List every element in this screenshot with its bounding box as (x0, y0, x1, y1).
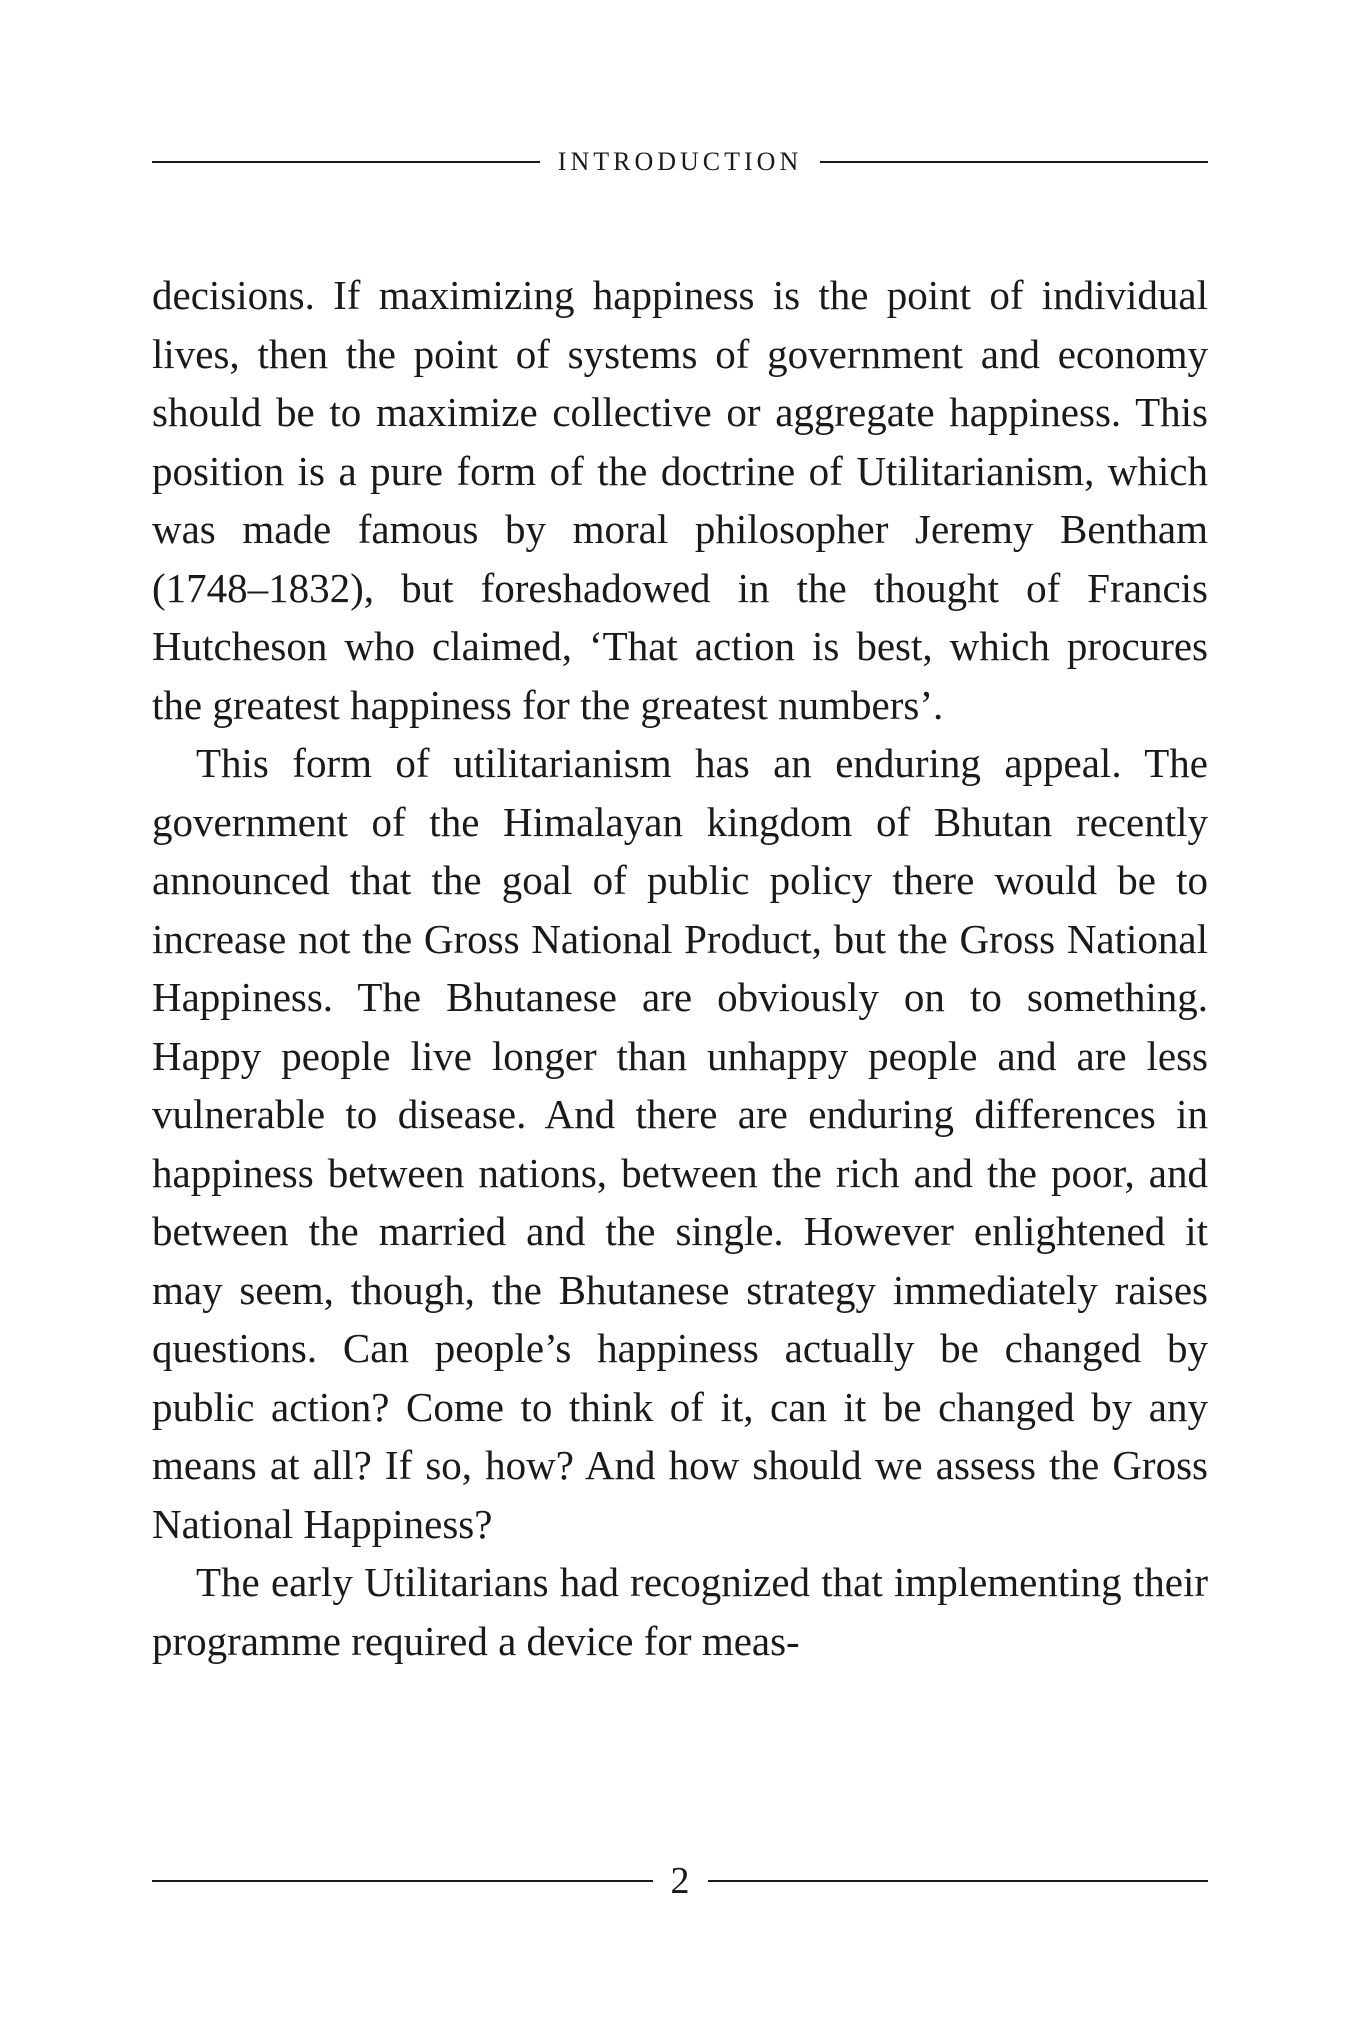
page-footer (152, 1856, 1208, 1906)
running-head-title: INTRODUCTION (557, 147, 803, 176)
header-rule-left (152, 161, 540, 163)
paragraph-1: decisions. If maximizing happiness is the point of individual lives, then the point of systems of government and economy should be to maximize collective or aggregate happiness. This position is a pure form of the doctrine of Utilitarianism, which was made famous by moral philosopher Jeremy Bentham (1748–1832), but foreshadowed in the thought of Francis Hutcheson who claimed, ‘That action is best, which procures the greatest happiness for the greatest numbers’. (152, 272, 1208, 728)
footer-rule-left (152, 1880, 653, 1882)
header-rule-right (820, 161, 1208, 163)
paragraph-3: The early Utilitarians had recognized that implementing their programme required a device for meas- (152, 1559, 1208, 1664)
footer-rule-right (708, 1880, 1209, 1882)
page-number: 2 (670, 1860, 690, 1902)
running-head (152, 142, 1208, 182)
paragraph-2: This form of utilitarianism has an enduring appeal. The government of the Himalayan kingdom of Bhutan recently announced that the goal of public policy there would be to increase not the Gross National Product, but the Gross National Happiness. The Bhutanese are obviously on to something. Happy people live longer than unhappy people and are less vulnerable to disease. And there are enduring differences in happiness between nations, between the rich and the poor, and between the married and the single. However enlightened it may seem, though, the Bhutanese strategy immediately raises questions. Can people’s happiness actually be changed by public action? Come to think of it, can it be changed by any means at all? If so, how? And how should we assess the Gross National Happiness? (152, 740, 1208, 1547)
body-text (152, 266, 1208, 1670)
